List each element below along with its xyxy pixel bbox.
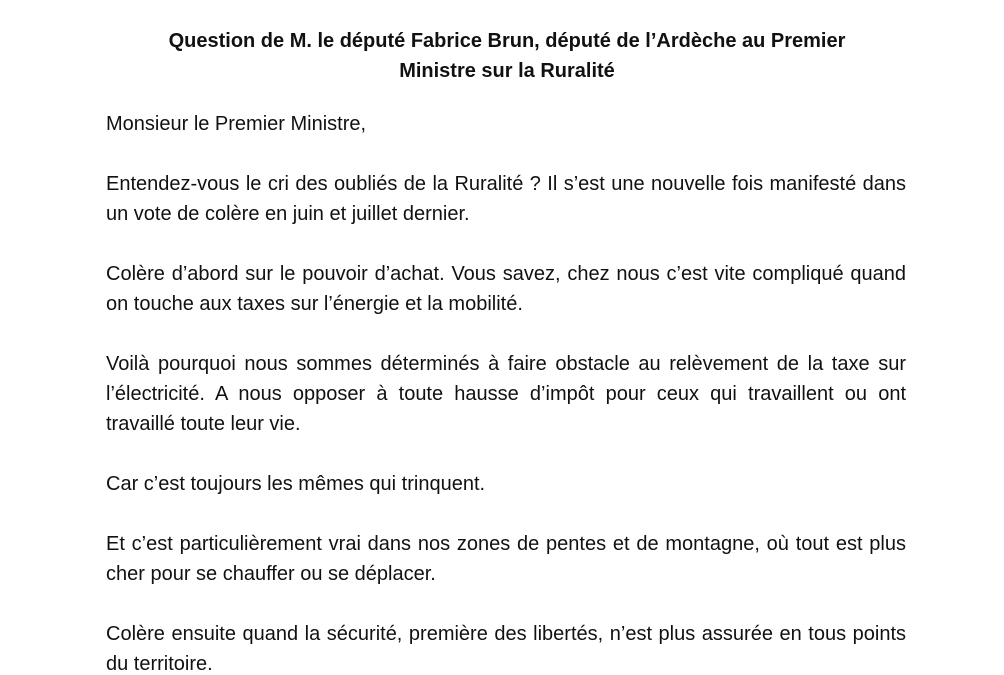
- paragraph: Entendez-vous le cri des oubliés de la Ruralité ? Il s’est une nouvelle fois manifesté dans un vote de colère en juin et juillet dernier.: [106, 173, 906, 225]
- document-title: [110, 26, 904, 86]
- title-line-2: Ministre sur la Ruralité: [399, 60, 615, 82]
- salutation: Monsieur le Premier Ministre,: [106, 113, 367, 135]
- paragraph: Voilà pourquoi nous sommes déterminés à faire obstacle au relèvement de la taxe sur l’électricité. A nous opposer à toute hausse d’impôt pour ceux qui travaillent ou ont travaillé toute leur vie.: [106, 353, 906, 435]
- paragraph: Colère ensuite quand la sécurité, première des libertés, n’est plus assurée en tous points du territoire.: [106, 623, 906, 675]
- document-body: [106, 109, 906, 675]
- title-line-1: Question de M. le député Fabrice Brun, député de l’Ardèche au Premier: [168, 30, 846, 52]
- paragraph: Et c’est particulièrement vrai dans nos zones de pentes et de montagne, où tout est plus cher pour se chauffer ou se déplacer.: [106, 533, 906, 585]
- paragraph: Car c’est toujours les mêmes qui trinquent.: [106, 473, 486, 495]
- paragraph: Colère d’abord sur le pouvoir d’achat. Vous savez, chez nous c’est vite compliqué quand on touche aux taxes sur l’énergie et la mobilité.: [106, 263, 906, 315]
